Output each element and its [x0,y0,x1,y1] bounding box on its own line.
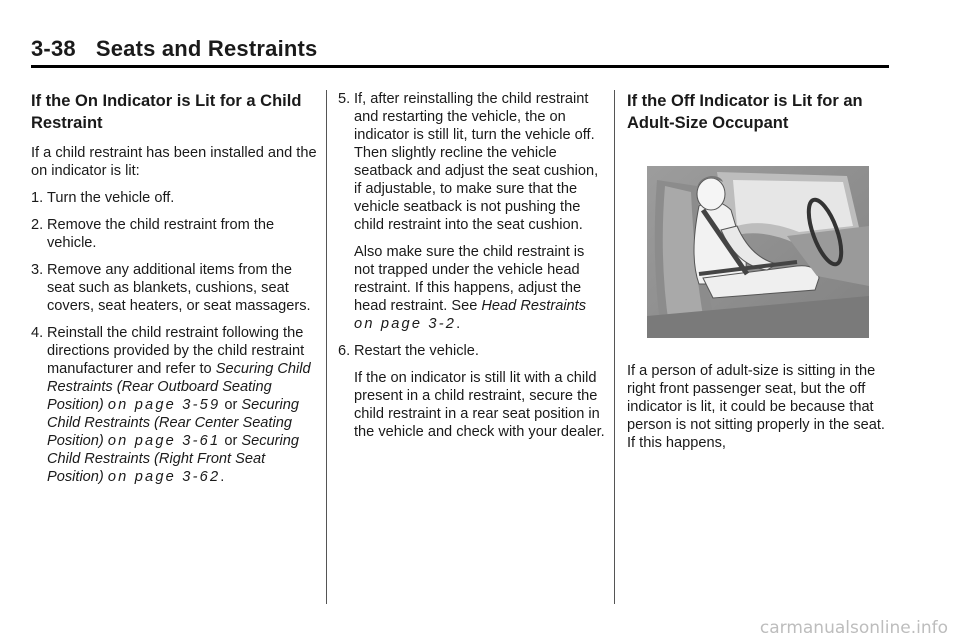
page-reference[interactable]: on page 3-59 [107,397,221,413]
list-number: 5. [338,91,351,107]
list-number: 2. [31,217,44,233]
column-middle [338,90,606,450]
watermark: carmanualsonline.info [759,618,948,638]
list-number: 1. [31,190,44,206]
list-text: Restart the vehicle. [354,343,479,359]
header-title [31,36,889,62]
list-text: Turn the vehicle off. [47,190,175,206]
list-continuation: If the on indicator is still lit with a child present in a child restraint, secure the child restraint in a rear seat position in the vehicle and check with your dealer. [354,370,605,440]
intro-paragraph: If a child restraint has been installed and the on indicator is lit: [31,145,317,179]
period: . [220,469,225,485]
conjunction: or [224,433,238,449]
list-number: 3. [31,262,44,278]
section-title: Seats and Restraints [95,36,318,61]
list-item [31,261,321,315]
section-heading: If the Off Indicator is Lit for an Adult-Size Occupant [627,92,863,132]
conjunction: or [224,397,238,413]
list-item [338,342,606,441]
page-reference[interactable]: on page 3-61 [107,433,221,449]
list-text: Reinstall the child restraint following the directions provided by the child restraint manufacturer and refer to [47,325,305,377]
section-heading: If the On Indicator is Lit for a Child Restraint [31,92,302,132]
page-reference[interactable]: on page 3-2 [354,316,457,332]
header-rule [31,65,889,68]
list-item [338,90,606,333]
list-item [31,324,321,486]
body-paragraph: If a person of adult-size is sitting in the right front passenger seat, but the off indicator is lit, it could be because that person is not sitting properly in the seat. If this happens, [627,363,885,451]
list-number: 6. [338,343,351,359]
period: . [456,316,461,332]
list-text: If, after reinstalling the child restraint and restarting the vehicle, the on indicator is still lit, turn the vehicle off. Then slightly recline the vehicle seatback and adjust the seat cushion, if adjustable, to make sure that the vehicle seatback is not pushing the child restraint into the seat cushion. [354,91,599,233]
page-header [31,36,889,62]
cross-reference-link[interactable]: Head Restraints [481,298,587,314]
column-right [627,90,889,461]
page-number: 3-38 [31,36,76,61]
list-text: Remove any additional items from the seat such as blankets, cushions, seat covers, seat heaters, or seat massagers. [47,262,311,314]
cross-reference-link[interactable]: Securing Child Restraints (Rear Outboard Seating Position) [47,361,311,413]
cross-reference-link[interactable]: Securing Child Restraints (Right Front Seat Position) [47,433,299,485]
adult-occupant-illustration [647,166,869,338]
list-text: Remove the child restraint from the vehicle. [47,217,275,251]
list-number: 4. [31,325,44,341]
list-item [31,189,321,207]
page-reference[interactable]: on page 3-62 [107,469,221,485]
column-divider [614,90,615,604]
list-continuation [354,243,606,333]
cross-reference-link[interactable]: Securing Child Restraints (Rear Center Seating Position) [47,397,299,449]
list-text: Also make sure the child restraint is not trapped under the vehicle head restraint. If this happens, adjust the head restraint. See [354,244,585,314]
list-item [31,216,321,252]
column-left [31,90,321,495]
column-divider [326,90,327,604]
